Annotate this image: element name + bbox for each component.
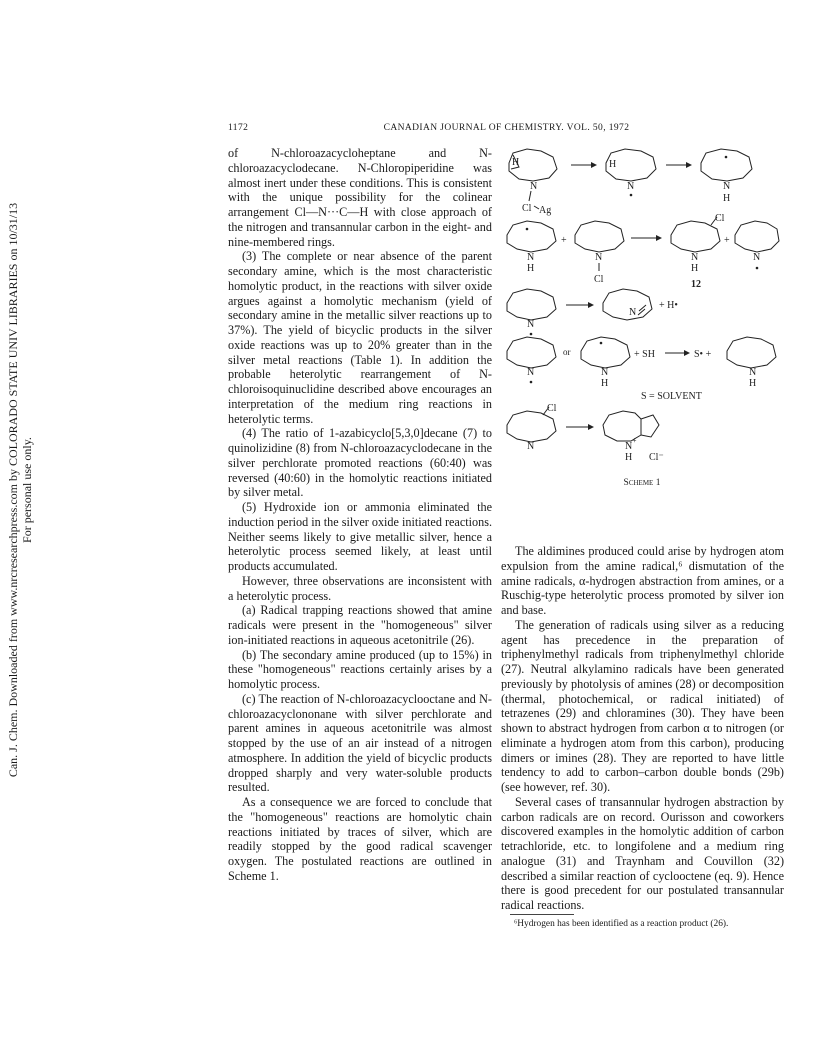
row2-radical-ring [507, 221, 556, 274]
journal-title: CANADIAN JOURNAL OF CHEMISTRY. VOL. 50, 1972 [383, 123, 630, 133]
row4-or: or [563, 347, 571, 357]
download-notice-line1: Can. J. Chem. Downloaded from www.nrcresearchpress.com by COLORADO STATE UNIV LIBRARIES on 10/31/13 [6, 202, 20, 778]
left-column [228, 146, 492, 884]
right-column [501, 544, 784, 913]
left-column-paragraph: As a consequence we are forced to conclude that the "homogeneous" reactions are homolytic chain reactions initiated by traces of silver, which are readily stopped by the good radical scavenger oxygen. The postulated reactions are outlined in Scheme 1. [228, 795, 492, 883]
row5-chloro-ring [507, 403, 557, 452]
row4-n-label-2: N [601, 367, 609, 378]
row1-h-label-2: H [609, 159, 617, 170]
row2-plus-1: + [561, 235, 567, 246]
row5-n-label-1: N [527, 441, 535, 452]
row4-n-label-1: N [527, 367, 535, 378]
row4-sh: + SH [634, 349, 655, 360]
left-column-paragraph: (c) The reaction of N-chloroazacyclooctane and N-chloroazacyclononane with silver perchlorate and parent amines in aqueous acetonitrile was almost stopped by the use of an air instead of a nitrogen atmosphere. In addition the yield of bicyclic products dropped sharply and very water-soluble products resulted. [228, 691, 492, 795]
left-column-paragraph: (3) The complete or near absence of the parent secondary amine, which is the most characteristic homolytic product, in the reactions with silver oxide argues against a homolytic mechanism (yield of secondary amine in the metallic silver reactions up to 37%). The yield of bicyclic products in the silver oxide reactions was up to 20% greater than in the silver metal reactions (Table 1). In addition the probable heterolytic rearrangement of N-chloroisoquinuclidine described above encourages an interpretation of the medium ring reactions in heterolytic terms. [228, 249, 492, 426]
row2-amino-radical-ring [735, 221, 779, 269]
row5-plus-charge: + [632, 436, 637, 445]
download-notice-line2: For personal use only. [20, 437, 34, 543]
row1-h-label-3: H [723, 193, 731, 204]
row1-n-label-3: N [723, 181, 731, 192]
row5-bicyclic-product [603, 411, 664, 463]
row5-n-label-2: N [625, 441, 633, 452]
row1-ag-label: Ag [539, 205, 552, 216]
download-notice [6, 180, 46, 800]
row4-h-label-2: H [601, 378, 609, 389]
solvent-definition: S = SOLVENT [641, 391, 702, 402]
row5-cl-label: Cl [547, 403, 557, 414]
left-column-paragraph: (4) The ratio of 1-azabicyclo[5,3,0]decane (7) to quinolizidine (8) from N-chloroazacyclodecane in the silver perchlorate promoted reactions (60:40) was reversed (40:60) in the homolytic reactions initiated by silver metal. [228, 426, 492, 500]
footnote: ⁶Hydrogen has been identified as a reaction product (26). [514, 919, 729, 929]
row1-n-label-2: N [627, 181, 635, 192]
row5-chloride: Cl⁻ [649, 452, 664, 463]
row1-h-label: H [512, 157, 520, 168]
page-number: 1172 [228, 123, 249, 133]
right-column-paragraph: The generation of radicals using silver as a reducing agent has precedence in the preparation of triphenylmethyl radicals from triphenylmethyl chloride (27). Neutral alkylamino radicals have been generated previously by photolysis of amines (28) or decomposition (thermal, photochemical, or radical initiated) of tetrazenes (29) and chloramines (30). They have been shown to abstract hydrogen from carbon α to nitrogen (or eliminate a hydrogen atom from this carbon), producing dimers or imines (28). They are reported to have little tendency to add to carbon–carbon double bonds (29b) (see however, ref. 30). [501, 617, 784, 794]
row2-cl-label-2: Cl [715, 213, 725, 224]
row2-n-label-4: N [753, 252, 761, 263]
row4-s-radical: S• + [694, 349, 712, 360]
row2-chloramine-ring [575, 221, 624, 285]
row3-radical-ring [507, 289, 556, 335]
row2-n-label-1: N [527, 252, 535, 263]
row2-n-label-3: N [691, 252, 699, 263]
row3-n-label-2: N [629, 307, 637, 318]
row3-n-label-1: N [527, 319, 535, 330]
left-column-paragraph: (a) Radical trapping reactions showed that amine radicals were present in the "homogeneous" silver ion-initiated reactions in aqueous acetonitrile (26). [228, 603, 492, 647]
row2-chlorinated-ring [671, 213, 725, 274]
left-column-paragraph: of N-chloroazacycloheptane and N-chloroazacyclodecane. N-Chloropiperidine was almost inert under these conditions. This is consistent with the unique possibility for the colinear arrangement Cl—N···C—H with close approach of the nitrogen and transannular carbon in the eight- and nine-membered rings. [228, 146, 492, 249]
left-column-paragraph: (5) Hydroxide ion or ammonia eliminated the induction period in the silver oxide initiated reactions. Neither seems likely to give metallic silver, hence a heterolytic process seemed likely, at least until products accumulated. [228, 500, 492, 573]
row2-h-label-3: H [691, 263, 699, 274]
left-column-paragraph: (b) The secondary amine produced (up to 15%) in these "homogeneous" reactions certainly arises by a homolytic process. [228, 647, 492, 691]
scheme-1-diagram [501, 143, 784, 533]
right-column-paragraph: The aldimines produced could arise by hydrogen atom expulsion from the amine radical,⁶ dismutation of the amine radicals, α-hydrogen abstraction from amines, or a Ruschig-type heterolytic process promoted by silver ion and base. [501, 544, 784, 617]
row3-imine-ring [603, 289, 652, 320]
row2-cl-label-1: Cl [594, 274, 604, 285]
row3-h-radical: + H• [659, 300, 678, 311]
row4-amine-ring [727, 337, 776, 389]
row2-n-label-2: N [595, 252, 603, 263]
row4-radical-ring-a [507, 337, 556, 383]
compound-12-label: 12 [691, 279, 701, 290]
right-column-paragraph: Several cases of transannular hydrogen abstraction by carbon radicals are on record. Ourisson and coworkers discovered examples in the homolytic addition of carbon tetrachloride, etc. to longifolene and a medium ring analogue (31) and Traynham and Couvillon (32) described a similar reaction of cyclooctene (eq. 9). Hence there is good precedent for our postulated transannular radical reactions. [501, 794, 784, 912]
row4-n-label-3: N [749, 367, 757, 378]
row4-h-label-3: H [749, 378, 757, 389]
left-column-paragraph: However, three observations are inconsistent with a heterolytic process. [228, 573, 492, 603]
row5-h-label: H [625, 452, 633, 463]
row4-radical-ring-b [581, 337, 630, 389]
row1-product-ring [701, 149, 752, 204]
footnote-rule [510, 914, 574, 915]
row1-n-label: N [530, 181, 538, 192]
row1-intermediate-ring [606, 149, 656, 196]
row2-plus-2: + [724, 235, 730, 246]
row1-cl-label: Cl [522, 203, 532, 214]
scheme-caption: Scheme 1 [623, 478, 661, 488]
row1-reactant-ring [509, 149, 557, 216]
row2-h-label-1: H [527, 263, 535, 274]
